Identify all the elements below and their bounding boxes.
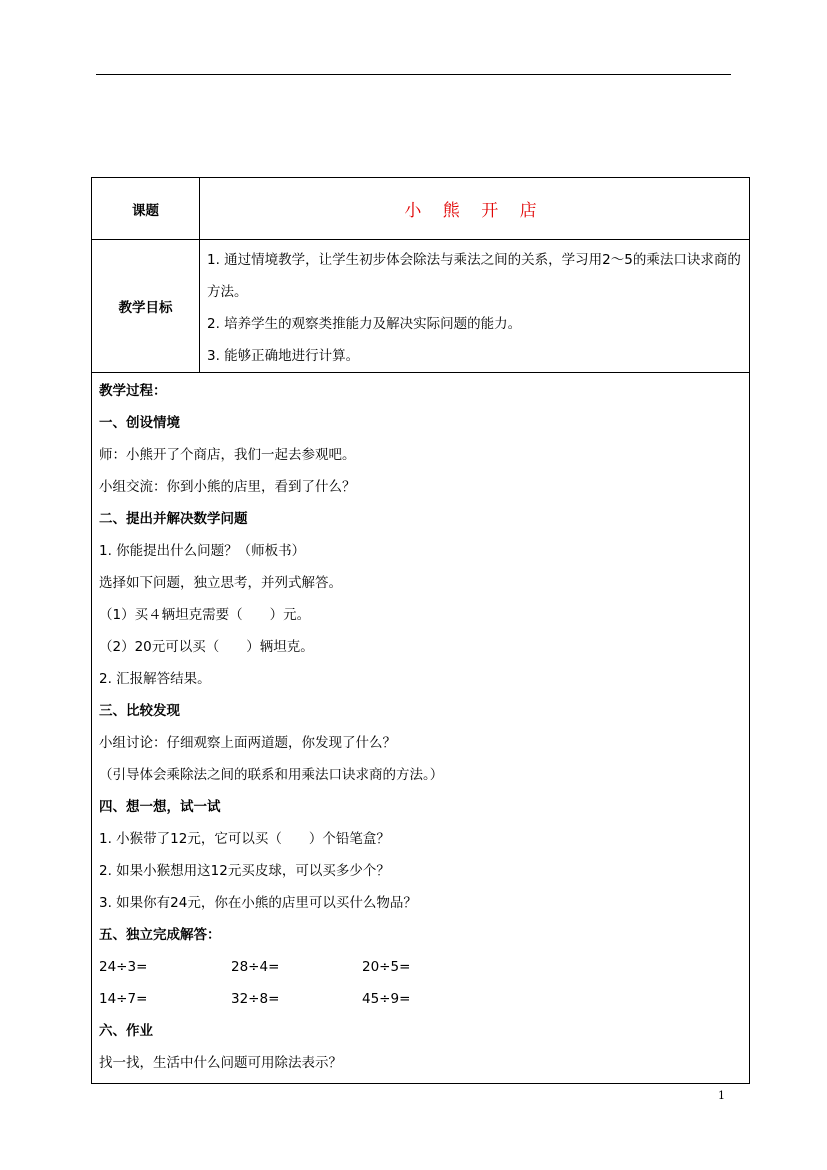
text-line: 1. 你能提出什么问题？（师板书） <box>99 543 306 559</box>
topic-label: 课题 <box>92 178 200 240</box>
text-line: 小组交流：你到小熊的店里，看到了什么？ <box>99 479 356 495</box>
process-cell <box>92 373 750 1084</box>
process-heading: 教学过程： <box>99 383 167 399</box>
calc-row <box>99 983 743 1015</box>
lesson-plan-table <box>91 177 750 1084</box>
text-line: 选择如下问题，独立思考，并列式解答。 <box>99 575 342 591</box>
text-line: （2）20元可以买（ ）辆坦克。 <box>99 639 314 655</box>
process-row <box>92 373 750 1084</box>
header-rule <box>96 74 731 75</box>
lesson-title: 小 熊 开 店 <box>200 178 750 240</box>
topic-row <box>92 178 750 240</box>
section-title: 一、创设情境 <box>99 415 180 431</box>
goal-item: 2. 培养学生的观察类推能力及解决实际问题的能力。 <box>207 316 522 332</box>
calc-row <box>99 951 743 983</box>
text-line: 2. 如果小猴想用这12元买皮球，可以买多少个？ <box>99 863 390 879</box>
goals-row <box>92 240 750 373</box>
goal-item: 3. 能够正确地进行计算。 <box>207 348 360 364</box>
text-line: 找一找，生活中什么问题可用除法表示？ <box>99 1055 342 1071</box>
goals-cell <box>200 240 750 373</box>
calc-item: 45÷9= <box>362 991 411 1007</box>
calc-item: 32÷8= <box>231 991 280 1007</box>
calc-item: 14÷7= <box>99 991 148 1007</box>
text-line: （1）买４辆坦克需要（ ）元。 <box>99 607 311 623</box>
page-number: 1 <box>718 1089 725 1102</box>
calc-item: 28÷4= <box>231 959 280 975</box>
section-title: 六、作业 <box>99 1023 153 1039</box>
goals-label: 教学目标 <box>92 240 200 373</box>
text-line: 1. 小猴带了12元，它可以买（ ）个铅笔盒？ <box>99 831 390 847</box>
section-title: 二、提出并解决数学问题 <box>99 511 248 527</box>
text-line: 2. 汇报解答结果。 <box>99 671 211 687</box>
text-line: 小组讨论：仔细观察上面两道题，你发现了什么？ <box>99 735 396 751</box>
section-title: 四、想一想，试一试 <box>99 799 221 815</box>
goal-item: 1. 通过情境教学，让学生初步体会除法与乘法之间的关系，学习用2～5的乘法口诀求商的方法。 <box>207 252 741 300</box>
text-line: （引导体会乘除法之间的联系和用乘法口诀求商的方法。） <box>99 767 444 783</box>
text-line: 3. 如果你有24元，你在小熊的店里可以买什么物品？ <box>99 895 417 911</box>
calc-item: 24÷3= <box>99 959 148 975</box>
text-line: 师：小熊开了个商店，我们一起去参观吧。 <box>99 447 356 463</box>
section-title: 五、独立完成解答： <box>99 927 221 943</box>
calc-item: 20÷5= <box>362 959 411 975</box>
section-title: 三、比较发现 <box>99 703 180 719</box>
